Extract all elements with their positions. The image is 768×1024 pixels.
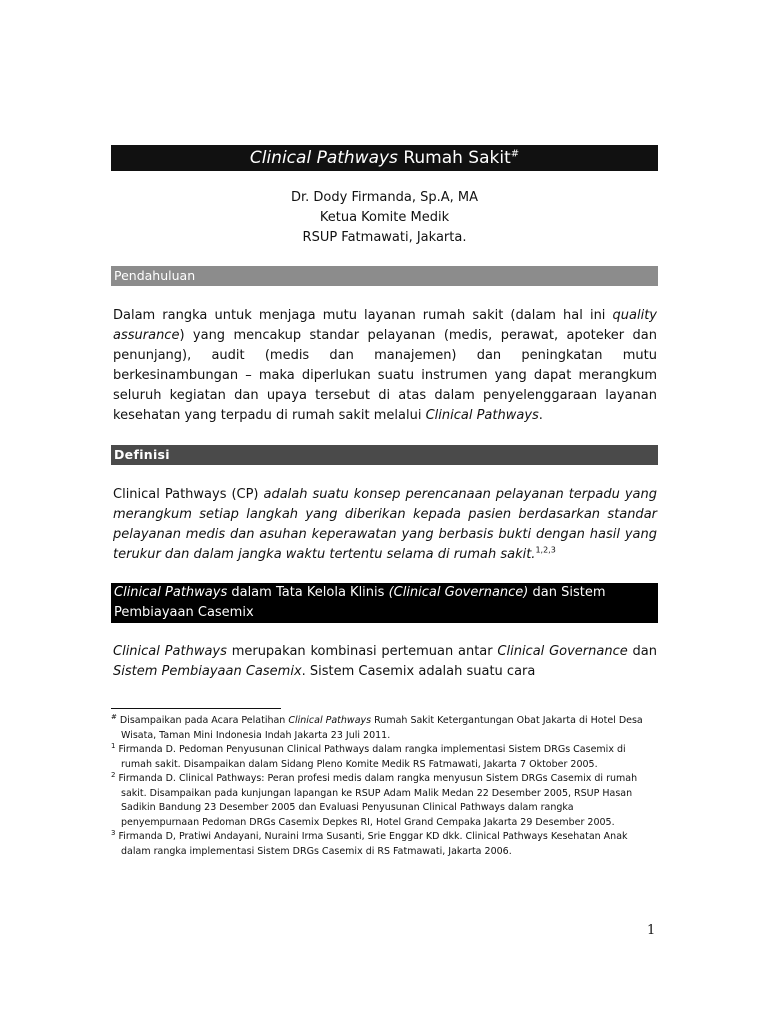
- footnote-mark: 1: [111, 741, 116, 750]
- govp-text-3: Clinical Governance: [497, 644, 628, 659]
- footnote-mark: #: [111, 712, 117, 721]
- definition-text-2: adalah suatu konsep perencanaan pelayanan terpadu yang merangkum setiap langkah yang diberikan kepada pasien berdasarkan standar pelayanan medis dan asuhan keperawatan yang berbasis bukti dengan hasil yang terukur dan dalam jangka waktu tertentu selama di rumah sakit.: [113, 487, 657, 562]
- definition-paragraph: [113, 485, 657, 565]
- footnote: [111, 772, 651, 830]
- definition-text-1: Clinical Pathways (CP): [113, 487, 264, 502]
- footnote-text: Firmanda D, Pratiwi Andayani, Nuraini Irma Susanti, Srie Enggar KD dkk. Clinical Pathways Kesehatan Anak dalam rangka implementasi Sistem DRGs Casemix di RS Fatmawati, Jakarta 2006.: [115, 831, 628, 857]
- footnote-mark: 3: [111, 828, 116, 837]
- footnote: [111, 743, 651, 772]
- section-heading-pendahuluan: Pendahuluan: [111, 266, 658, 286]
- document-title: [111, 145, 658, 171]
- govp-text-5: Sistem Pembiayaan Casemix: [113, 664, 302, 679]
- intro-text-4: Clinical Pathways: [425, 408, 539, 423]
- footnote-text: Rumah Sakit Ketergantungan Obat Jakarta di Hotel Desa Wisata, Taman Mini Indonesia Indah Jakarta 23 Juli 2011.: [121, 715, 643, 741]
- governance-heading-line-2: [114, 603, 658, 623]
- govp-text-4: dan: [627, 644, 658, 659]
- footnote: [111, 830, 651, 859]
- intro-paragraph: [113, 306, 657, 426]
- governance-heading-line-1: [114, 583, 658, 603]
- governance-paragraph: [113, 642, 657, 682]
- footnote-separator: [111, 708, 281, 709]
- footnote-text: Firmanda D. Clinical Pathways: Peran profesi medis dalam rangka menyusun Sistem DRGs Casemix di rumah sakit. Disampaikan pada kunjungan lapangan ke RSUP Adam Malik Medan 22 Desember 2005, RSUP Hasan Sadikin Bandung 23 Desember 2005 dan Evaluasi Penyusunan Clinical Pathways dalam rangka penyempurnaan Pedoman DRGs Casemix Depkes RI, Hotel Grand Cempaka Jakarta 29 Desember 2005.: [115, 773, 638, 828]
- definition-footnote-ref: 1,2,3: [535, 545, 556, 555]
- gov-text-1: Clinical Pathways: [114, 585, 228, 600]
- footnotes: [111, 714, 651, 859]
- footnote-text: Firmanda D. Pedoman Penyusunan Clinical Pathways dalam rangka implementasi Sistem DRGs Casemix di rumah sakit. Disampaikan dalam Sidang Pleno Komite Medik RS Fatmawati, Jakarta 7 Oktober 2005.: [115, 744, 626, 770]
- title-italic: Clinical Pathways: [249, 148, 398, 168]
- author-name: Dr. Dody Firmanda, Sp.A, MA: [291, 190, 478, 205]
- title-rest: Rumah Sakit: [397, 148, 511, 168]
- author-institution: RSUP Fatmawati, Jakarta.: [302, 230, 467, 245]
- gov-text-3: (Clinical Governance): [388, 585, 529, 600]
- govp-text-2: merupakan kombinasi pertemuan antar: [226, 644, 498, 659]
- gov-text-5: Pembiayaan Casemix: [114, 605, 254, 620]
- footnote-text-italic: Clinical Pathways: [288, 715, 372, 726]
- gov-text-2: dalam Tata Kelola Klinis: [227, 585, 389, 600]
- footnote-text: Disampaikan pada Acara Pelatihan: [116, 715, 289, 726]
- govp-text-1: Clinical Pathways: [113, 644, 227, 659]
- author-position: Ketua Komite Medik: [319, 210, 450, 225]
- page-number: 1: [647, 923, 656, 938]
- gov-text-4: dan Sistem: [528, 585, 606, 600]
- intro-text-3: ) yang mencakup standar pelayanan (medis, perawat, apoteker dan penunjang), audit (medis dan manajemen) dan peningkatan mutu berkesinambungan – maka diperlukan suatu instrumen yang dapat merangkum seluruh kegiatan dan upaya tersebut di atas dalam penyelenggaraan layanan kesehatan yang terpadu di rumah sakit melalui: [113, 328, 657, 423]
- intro-text-1: Dalam rangka untuk menjaga mutu layanan rumah sakit (dalam hal ini: [113, 308, 613, 323]
- footnote-mark: 2: [111, 770, 116, 779]
- govp-text-6: . Sistem Casemix adalah suatu cara: [301, 664, 536, 679]
- section-heading-governance: [111, 583, 658, 623]
- title-footnote-mark: #: [510, 148, 520, 160]
- section-heading-definisi: Definisi: [111, 445, 658, 465]
- footnote: [111, 714, 651, 743]
- intro-text-2: quality assurance: [113, 308, 657, 343]
- intro-text-5: .: [538, 408, 543, 423]
